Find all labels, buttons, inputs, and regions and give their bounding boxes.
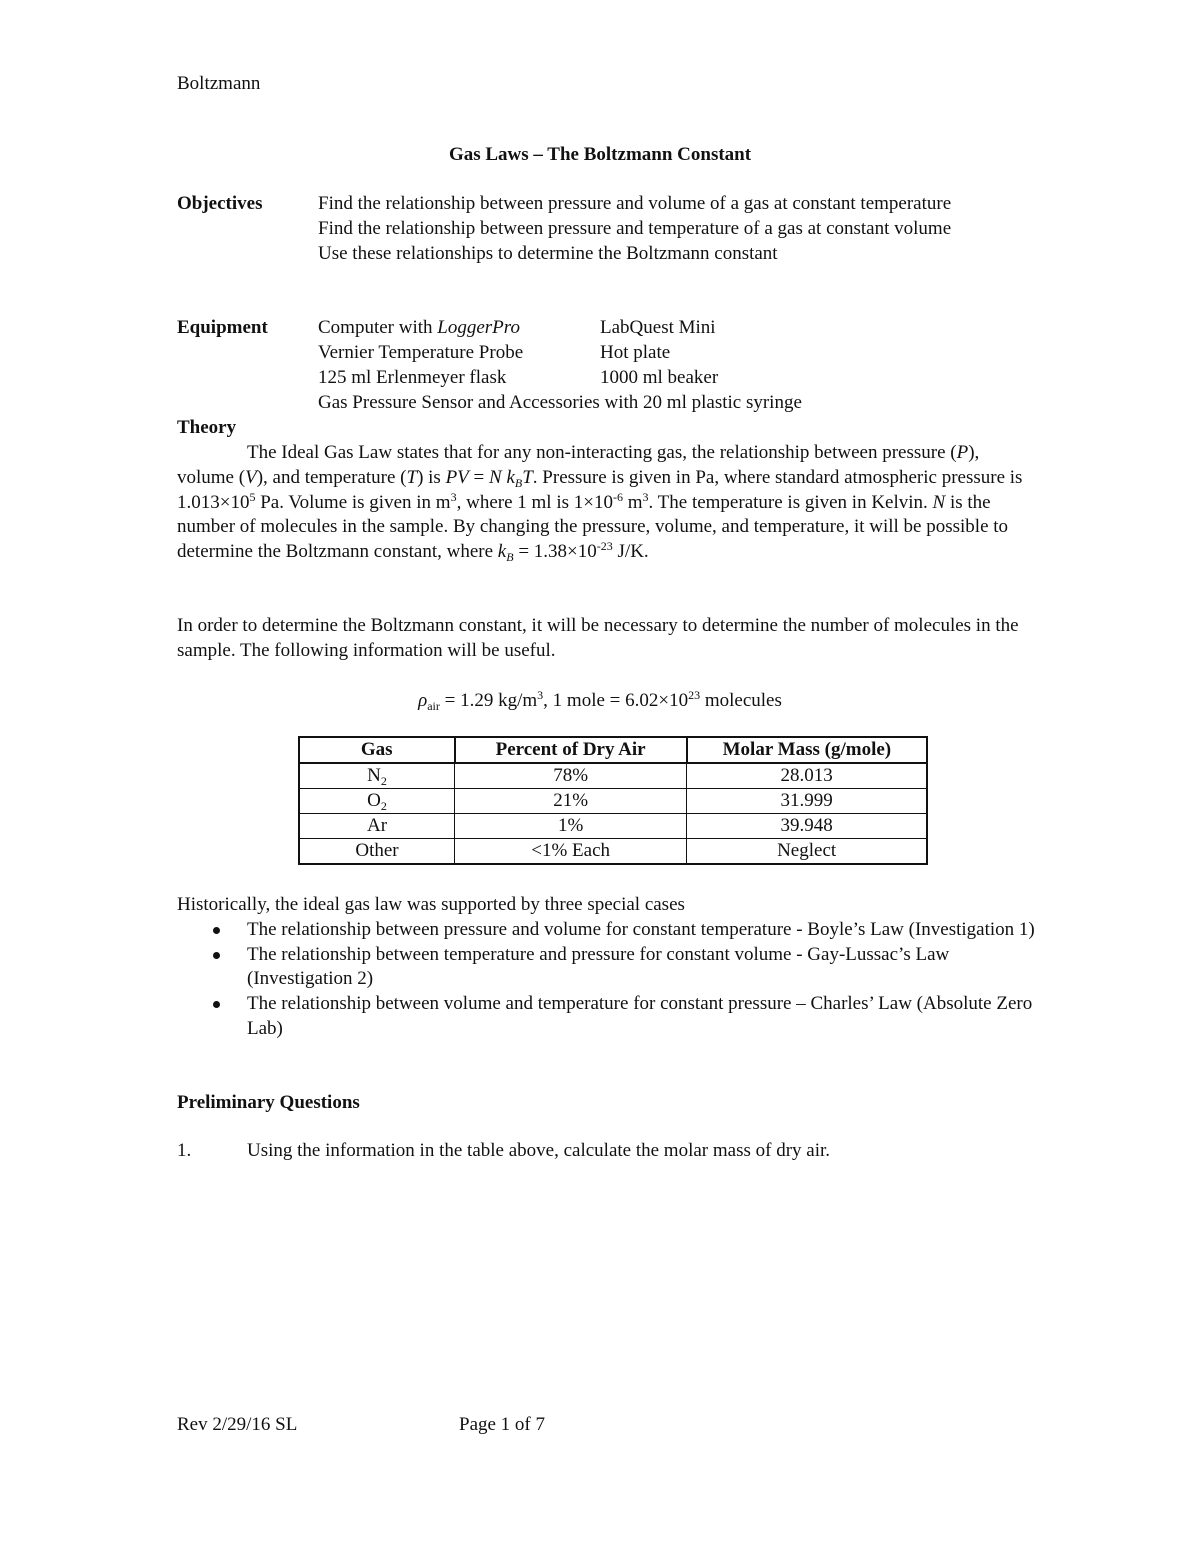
revision-footer: Rev 2/29/16 SL [177, 1414, 298, 1435]
table-header-row [299, 737, 927, 763]
table-row [299, 763, 927, 789]
equipment-item: LabQuest Mini [600, 317, 716, 338]
percent-cell: 78% [455, 763, 687, 789]
mass-cell: 28.013 [687, 763, 927, 789]
list-item: The relationship between pressure and volume for constant temperature - Boyle’s Law (Investigation 1) [177, 918, 1037, 943]
preliminary-questions-label: Preliminary Questions [177, 1092, 360, 1113]
equipment-item: 125 ml Erlenmeyer flask [318, 367, 507, 388]
equipment-item: Hot plate [600, 342, 671, 363]
percent-cell: 1% [455, 814, 687, 839]
page-number-footer: Page 1 of 7 [459, 1414, 546, 1435]
objective-item: Find the relationship between pressure and temperature of a gas at constant volume [318, 218, 952, 239]
bullet-icon [213, 952, 220, 959]
gas-cell: $N_2$ [299, 763, 455, 789]
air-density-formula: $\rho_{air} = 1.29$ $kg/m^3$, 1 mole = $6.02\times 10^{23}$ molecules [418, 688, 782, 713]
objective-item: Find the relationship between pressure and volume of a gas at constant temperature [318, 193, 952, 214]
gas-cell: Other [299, 839, 455, 865]
gas-cell: $O_2$ [299, 789, 455, 814]
mass-cell: Neglect [687, 839, 927, 865]
history-section [177, 893, 1037, 1042]
percent-cell: <1% Each [455, 839, 687, 865]
question-number: 1. [177, 1140, 192, 1161]
dry-air-table [298, 736, 928, 865]
column-header: Gas [299, 737, 455, 763]
column-header: Percent of Dry Air [455, 737, 687, 763]
theory-paragraph-2: In order to determine the Boltzmann constant, it will be necessary to determine the number of molecules in the sample. The following information will be useful. [177, 615, 1019, 661]
theory-paragraph: The Ideal Gas Law states that for any non-interacting gas, the relationship between pressure (P), volume (V), and temperature (T) is PV = N $k_BT$. Pressure is given in Pa, where standard atmospheric pressure is $1.013\times 10^5$ Pa. Volume is given in $m^3$, where 1 ml is $1\times 10^{-6}$ $m^3$. The temperature is given in Kelvin. N is the number of molecules in the sample. By changing the pressure, volume, and temperature, it will be possible to determine the Boltzmann constant, where $k_B = 1.38\times 10^{-23}$ J/K. [177, 442, 1023, 565]
question-text: Using the information in the table above, calculate the molar mass of dry air. [247, 1140, 831, 1161]
equipment-item: Computer with LoggerPro [318, 317, 520, 338]
objectives-label: Objectives [177, 193, 263, 214]
mass-cell: 39.948 [687, 814, 927, 839]
table-row [299, 789, 927, 814]
bullet-icon [213, 1001, 220, 1008]
list-item: The relationship between volume and temperature for constant pressure – Charles’ Law (Absolute Zero Lab) [177, 992, 1037, 1042]
document-title: Gas Laws – The Boltzmann Constant [448, 144, 752, 165]
table-row [299, 839, 927, 865]
equipment-item: Vernier Temperature Probe [318, 342, 524, 363]
equipment-label: Equipment [177, 317, 268, 338]
theory-label: Theory [177, 417, 237, 438]
column-header: Molar Mass (g/mole) [687, 737, 927, 763]
percent-cell: 21% [455, 789, 687, 814]
table-row [299, 814, 927, 839]
list-item: The relationship between temperature and pressure for constant volume - Gay-Lussac’s Law (Investigation 2) [177, 943, 1037, 993]
equipment-item: Gas Pressure Sensor and Accessories with 20 ml plastic syringe [318, 392, 802, 413]
history-intro: Historically, the ideal gas law was supported by three special cases [177, 894, 685, 915]
running-header: Boltzmann [177, 73, 261, 94]
bullet-icon [213, 927, 220, 934]
special-cases-list [177, 918, 1037, 1042]
objective-item: Use these relationships to determine the Boltzmann constant [318, 243, 778, 264]
equipment-item: 1000 ml beaker [600, 367, 719, 388]
mass-cell: 31.999 [687, 789, 927, 814]
gas-cell: Ar [299, 814, 455, 839]
